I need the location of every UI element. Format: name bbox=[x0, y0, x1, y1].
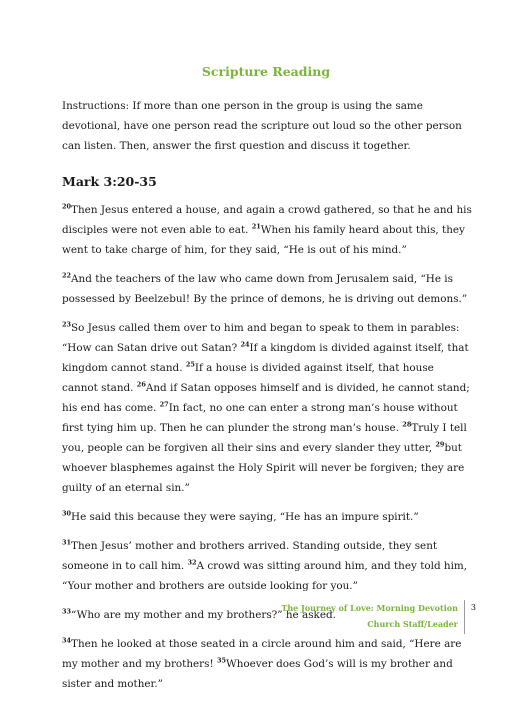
verse-text: Truly I tell you, people can be forgiven all their sins and every slander they utter, bbox=[62, 422, 467, 454]
verse-text: In fact, no one can enter a strong man’s house without first tying him up. Then he can plunder the strong man’s house. bbox=[62, 402, 458, 434]
page-title: Scripture Reading bbox=[201, 64, 331, 79]
verse-text: Then he looked at those seated in a circle around him and said, “Here are my mother and my brothers! bbox=[62, 638, 462, 670]
verse-text: Then Jesus’ mother and brothers arrived. Standing outside, they sent someone in to call him. bbox=[62, 540, 438, 572]
verse-number: 30 bbox=[62, 509, 72, 518]
verse-text: If a house is divided against itself, that house cannot stand. bbox=[62, 362, 434, 394]
page-footer bbox=[281, 600, 476, 634]
verse-number: 22 bbox=[62, 271, 72, 280]
verse-number: 33 bbox=[62, 607, 72, 616]
verse-text: Whoever does God’s will is my brother and sister and mother.” bbox=[62, 658, 453, 690]
verse-number: 21 bbox=[251, 222, 261, 231]
instructions-paragraph: Instructions: If more than one person in the group is using the same devotional, have one person read the scripture out loud so the other person can listen. Then, answer the first question and discuss it together. bbox=[62, 100, 462, 152]
verse-paragraph bbox=[62, 269, 472, 309]
verse-number: 34 bbox=[62, 636, 72, 645]
footer-document-title: The Journey of Love: Morning Devotion bbox=[281, 603, 458, 613]
verse-paragraph bbox=[62, 200, 472, 260]
verse-text: “Who are my mother and my brothers?” he asked. bbox=[71, 609, 336, 621]
verse-number: 24 bbox=[240, 340, 250, 349]
verse-number: 26 bbox=[136, 380, 146, 389]
verse-text: And the teachers of the law who came down from Jerusalem said, “He is possessed by Beelzebul! By the prince of demons, he is driving out demons.” bbox=[62, 273, 468, 305]
verse-number: 31 bbox=[62, 538, 72, 547]
passage-reference: Mark 3:20-35 bbox=[62, 174, 157, 189]
verse-number: 23 bbox=[62, 320, 72, 329]
verse-number: 20 bbox=[62, 202, 72, 211]
verse-number: 29 bbox=[435, 440, 445, 449]
verse-text: When his family heard about this, they went to take charge of him, for they said, “He is out of his mind.” bbox=[62, 224, 465, 256]
verse-text: He said this because they were saying, “He has an impure spirit.” bbox=[71, 511, 419, 523]
verse-text: If a kingdom is divided against itself, that kingdom cannot stand. bbox=[62, 342, 469, 374]
verse-paragraph bbox=[62, 634, 472, 694]
verse-paragraph bbox=[62, 536, 472, 596]
verse-number: 28 bbox=[402, 420, 412, 429]
verse-text: Then Jesus entered a house, and again a crowd gathered, so that he and his disciples were not even able to eat. bbox=[62, 204, 472, 236]
verse-text: A crowd was sitting around him, and they told him, “Your mother and brothers are outside looking for you.” bbox=[62, 560, 468, 592]
verse-number: 25 bbox=[185, 360, 195, 369]
verse-number: 35 bbox=[216, 656, 227, 665]
verse-text: but whoever blasphemes against the Holy Spirit will never be forgiven; they are guilty of an eternal sin.” bbox=[62, 442, 465, 494]
verse-text: So Jesus called them over to him and began to speak to them in parables: “How can Satan drive out Satan? bbox=[62, 322, 460, 354]
verse-number: 32 bbox=[187, 558, 197, 567]
verse-text: And if Satan opposes himself and is divided, he cannot stand; his end has come. bbox=[62, 382, 470, 414]
footer-text bbox=[281, 600, 465, 634]
page-number: 3 bbox=[470, 603, 476, 612]
verse-number: 27 bbox=[159, 400, 169, 409]
footer-audience: Church Staff/Leader bbox=[367, 619, 458, 629]
verse-paragraph bbox=[62, 507, 472, 527]
verse-paragraph bbox=[62, 318, 472, 498]
